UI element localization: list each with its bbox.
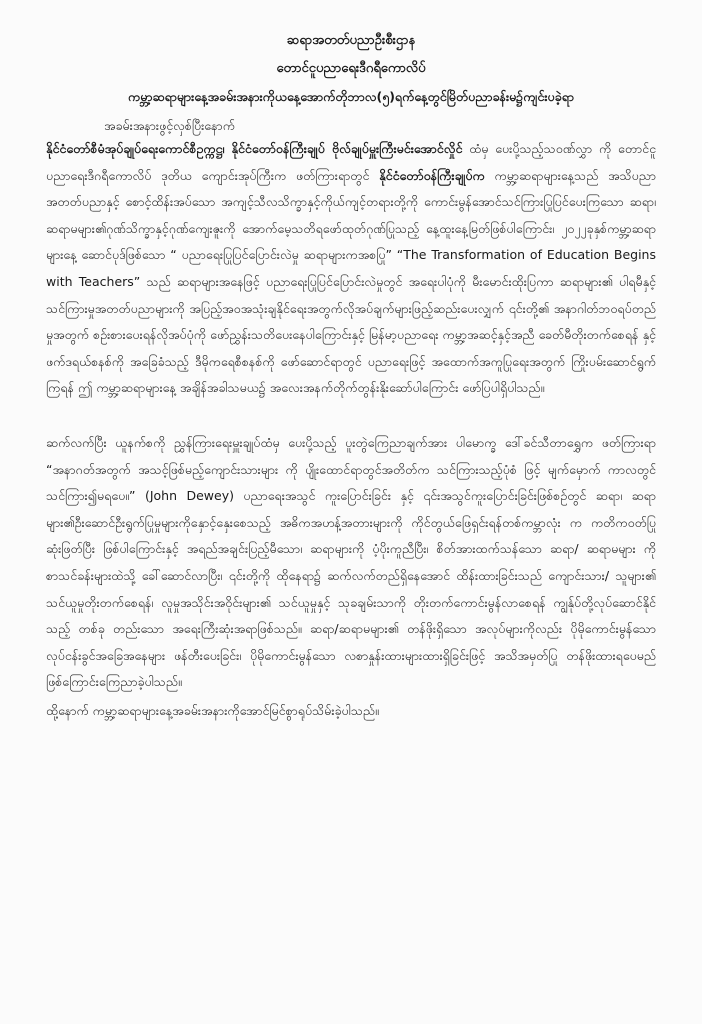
paragraph-text-b: ကမ္ဘာ့ဆရာများနေ့သည် အသိပညာအတတ်ပညာနှင့် စောင့်ထိန်းအပ်သော အကျင့်သီလသိက္ခာနှင့်ကိုယ်ကျင့်တရားတို့ကို ကောင်းမွန်အောင်သင်ကြားပြုပြင်ပေးကြသော ဆရာ၊ဆရာမများ၏ဂုဏ်သိက္ခာနှင့်ဂုဏ်ကျေးဇူးကို အောက်မေ့သတိရဖော်ထုတ်ဂုဏ်ပြုသည့် နေ့ထူးနေ့မြတ်ဖြစ်ပါကြောင်း၊ ၂၀၂၂ခုနှစ်ကမ္ဘာ့ဆရာများနေ့ ဆောင်ပုဒ်ဖြစ်သော “ ပညာရေးပြုပြင်ပြောင်းလဲမှု ဆရာများကအစပြု” “The Transformation of Education Begins with Teachers” သည် ဆရာများအနေဖြင့် ပညာရေးပြုပြင်ပြောင်းလဲမှုတွင် အရေးပါပုံကို မီးမောင်းထိုးပြကာ ဆရာများ၏ ပါရမီနှင့် သင်ကြားမှုအတတ်ပညာများကို အပြည့်အဝအသုံးချနိုင်ရေးအတွက်လိုအပ်ချက်များဖြည့်ဆည်းပေးလျှက် ၎င်းတို့၏ အနာဂါတ်ဘဝရပ်တည်မှုအတွက် စဉ်းစားပေးရန်လိုအပ်ပုံကို ဖော်ညွှန်းသတိပေးနေပါကြောင်းနှင့် မြန်မာ့ပညာရေး ကမ္ဘာ့အဆင့်နှင့်အညီ ခေတ်မီတိုးတက်စေရန် နှင့် ဖက်ဒရယ်စနစ်ကို အခြေခံသည့် ဒီမိုကရေစီစနစ်ကို ဖော်ဆောင်ရာတွင် ပညာရေးဖြင့် အထောက်အကူပြုရေးအတွက် ကြိုးပမ်းဆောင်ရွက်ကြရန် ဤ ကမ္ဘာ့ဆရာများနေ့ အချိန်အခါသမယ၌ အလေးအနက်တိုက်တွန်းနိုးဆော်ပါကြောင်း ဖော်ပြပါရှိပါသည်။ <box>46 167 656 396</box>
intro-line: အခမ်းအနားဖွင့်လှစ်ပြီးနောက် <box>104 118 235 133</box>
closing-line: ထို့နောက် ကမ္ဘာ့ဆရာများနေ့အခမ်းအနားကိုအောင်မြင်စွာရုပ်သိမ်းခဲ့ပါသည်။ <box>46 702 379 718</box>
department-title: ဆရာအတတ်ပညာဦးစီးဌာန <box>286 33 416 48</box>
paragraph-unesco-statement: ဆက်လက်ပြီး ယူနက်စကို ညွှန်ကြားရေးမှူးချုပ်ထံမှ ပေးပို့သည့် ပူးတွဲကြေညာချက်အား ပါမောက္ခ ဒေါ်ခင်သီတာရွှေက ဖတ်ကြားရာ “အနာဂတ်အတွက် အသင့်ဖြစ်မည့်ကျောင်းသားများ ကို ပျိုးထောင်ရာတွင်အတိတ်က သင်ကြားသည့်ပုံစံ ဖြင့် မျက်မှောက် ကာလတွင်သင်ကြား၍မရပေ။” (John Dewey) ပညာရေးအသွင် ကူးပြောင်းခြင်း နှင့် ၎င်းအသွင်ကူးပြောင်းခြင်းဖြစ်စဉ်တွင် ဆရာ၊ ဆရာများ၏ဦးဆောင်ဦးရွက်ပြုမှုများကိုနှောင့်နှေးစေသည့် အဓိကအဟန့်အတားများကို ကိုင်တွယ်ဖြေရှင်းရန်တစ်ကမ္ဘာလုံး က ကတိကဝတ်ပြုဆုံးဖြတ်ပြီး ဖြစ်ပါကြောင်းနှင့် အရည်အချင်းပြည့်မီသော၊ ဆရာများကို ပံ့ပိုးကူညီပြီး၊ စိတ်အားထက်သန်သော ဆရာ/ ဆရာမများ ကို စာသင်ခန်းများထဲသို့ ခေါ်ဆောင်လာပြီး၊ ၎င်းတို့ကို ထိုနေရာ၌ ဆက်လက်တည်ရှိနေအောင် ထိန်းထားခြင်းသည် ကျောင်းသား/ သူများ၏ သင်ယူမှုတိုးတက်စေရန်၊ လူမှုအသိုင်းအဝိုင်းများ၏ သင်ယူမှုနှင့် သုခချမ်းသာကို တိုးတက်ကောင်းမွန်လာစေရန် ကျွန်ုပ်တို့လုပ်ဆောင်နိုင်သည့် တစ်ခု တည်းသော အရေးကြီးဆုံးအရာဖြစ်သည်။ ဆရာ/ဆရာမများ၏ တန်ဖိုးရှိသော အလုပ်များကိုလည်း ပိုမိုကောင်းမွန်သော လုပ်ငန်းခွင်အခြေအနေများ ဖန်တီးပေးခြင်း၊ ပိုမိုကောင်းမွန်သော လစာနှုန်းထားများထားရှိခြင်းဖြင့် အသိအမှတ်ပြု တန်ဖိုးထားရပေမည်ဖြစ်ကြောင်းကြေညာခဲ့ပါသည်။ <box>46 434 656 690</box>
event-heading: ကမ္ဘာ့ဆရာများနေ့အခမ်းအနားကိုယနေ့အောက်တိုဘာလ(၅)ရက်နေ့တွင်မြိတ်ပညာခန်းမ၌ကျင်းပခဲ့ရာ <box>127 89 575 104</box>
paragraph-bold-mid: နိုင်ငံတော်ဝန်ကြီးချုပ်က <box>379 167 485 183</box>
paragraph-message <box>46 136 656 402</box>
college-title: တောင်ငူပညာရေးဒီဂရီကောလိပ် <box>276 61 426 76</box>
paragraph-bold-lead: နိုင်ငံတော်စီမံအုပ်ချုပ်ရေးကောင်စီဥက္ကဋ္ဌ၊ နိုင်ငံတော်ဝန်ကြီးချုပ် ဗိုလ်ချုပ်မှူးကြီးမင်းအောင်လှိုင် <box>46 141 463 156</box>
paragraph-text-a: ထံမှ ပေးပို့သည့်သဝဏ်လွှာ ကို တောင်ငူပညာရေးဒီဂရီကောလိပ် ဒုတိယ ကျောင်းအုပ်ကြီးက ဖတ်ကြားရာတွင် <box>46 141 657 183</box>
